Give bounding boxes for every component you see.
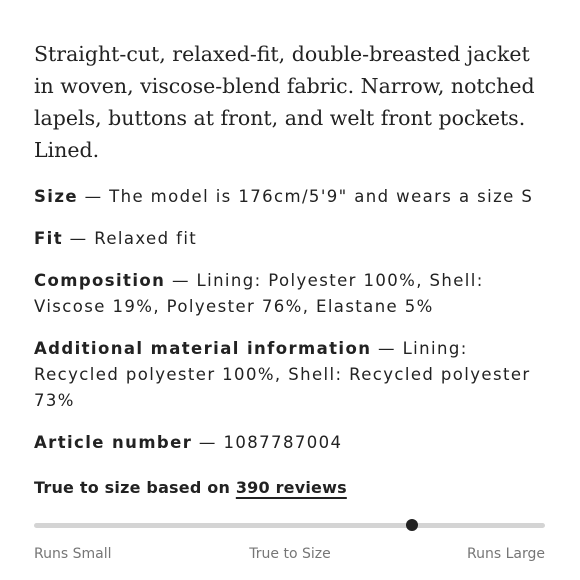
attribute-separator: — xyxy=(165,271,197,290)
fit-label-runs-large: Runs Large xyxy=(467,546,545,562)
attribute-value: Relaxed fit xyxy=(94,229,198,248)
fit-label-true-to-size: True to Size xyxy=(249,546,331,562)
attribute-composition xyxy=(34,268,549,320)
attribute-size xyxy=(34,184,549,210)
fit-summary-heading xyxy=(34,478,347,497)
attribute-label: Article number xyxy=(34,433,193,452)
attribute-label: Additional material information xyxy=(34,339,372,358)
product-description: Straight-cut, relaxed-fit, double-breasted jacket in woven, viscose-blend fabric. Narrow, notched lapels, buttons at front, and welt front pockets. Lined. xyxy=(34,42,535,162)
fit-label-runs-small: Runs Small xyxy=(34,546,112,562)
reviews-link[interactable]: 390 reviews xyxy=(235,478,347,497)
fit-scale-marker xyxy=(406,519,418,531)
fit-scale-track xyxy=(34,523,545,528)
attribute-value: The model is 176cm/5'9" and wears a size S xyxy=(109,187,534,206)
attribute-separator: — xyxy=(371,339,403,358)
product-attributes xyxy=(34,184,549,472)
attribute-additional-material xyxy=(34,336,549,414)
attribute-value: 1087787004 xyxy=(223,433,343,452)
attribute-fit xyxy=(34,226,549,252)
attribute-value: Lining: Recycled polyester 100%, Shell: Recycled polyester 73% xyxy=(34,339,531,410)
attribute-separator: — xyxy=(63,229,95,248)
attribute-label: Fit xyxy=(34,229,64,248)
fit-summary-prefix: True to size based on xyxy=(34,478,236,497)
attribute-label: Size xyxy=(34,187,78,206)
attribute-article-number xyxy=(34,430,549,456)
attribute-label: Composition xyxy=(34,271,166,290)
attribute-value: Lining: Polyester 100%, Shell: Viscose 19%, Polyester 76%, Elastane 5% xyxy=(34,271,484,316)
attribute-separator: — xyxy=(192,433,224,452)
attribute-separator: — xyxy=(77,187,110,206)
